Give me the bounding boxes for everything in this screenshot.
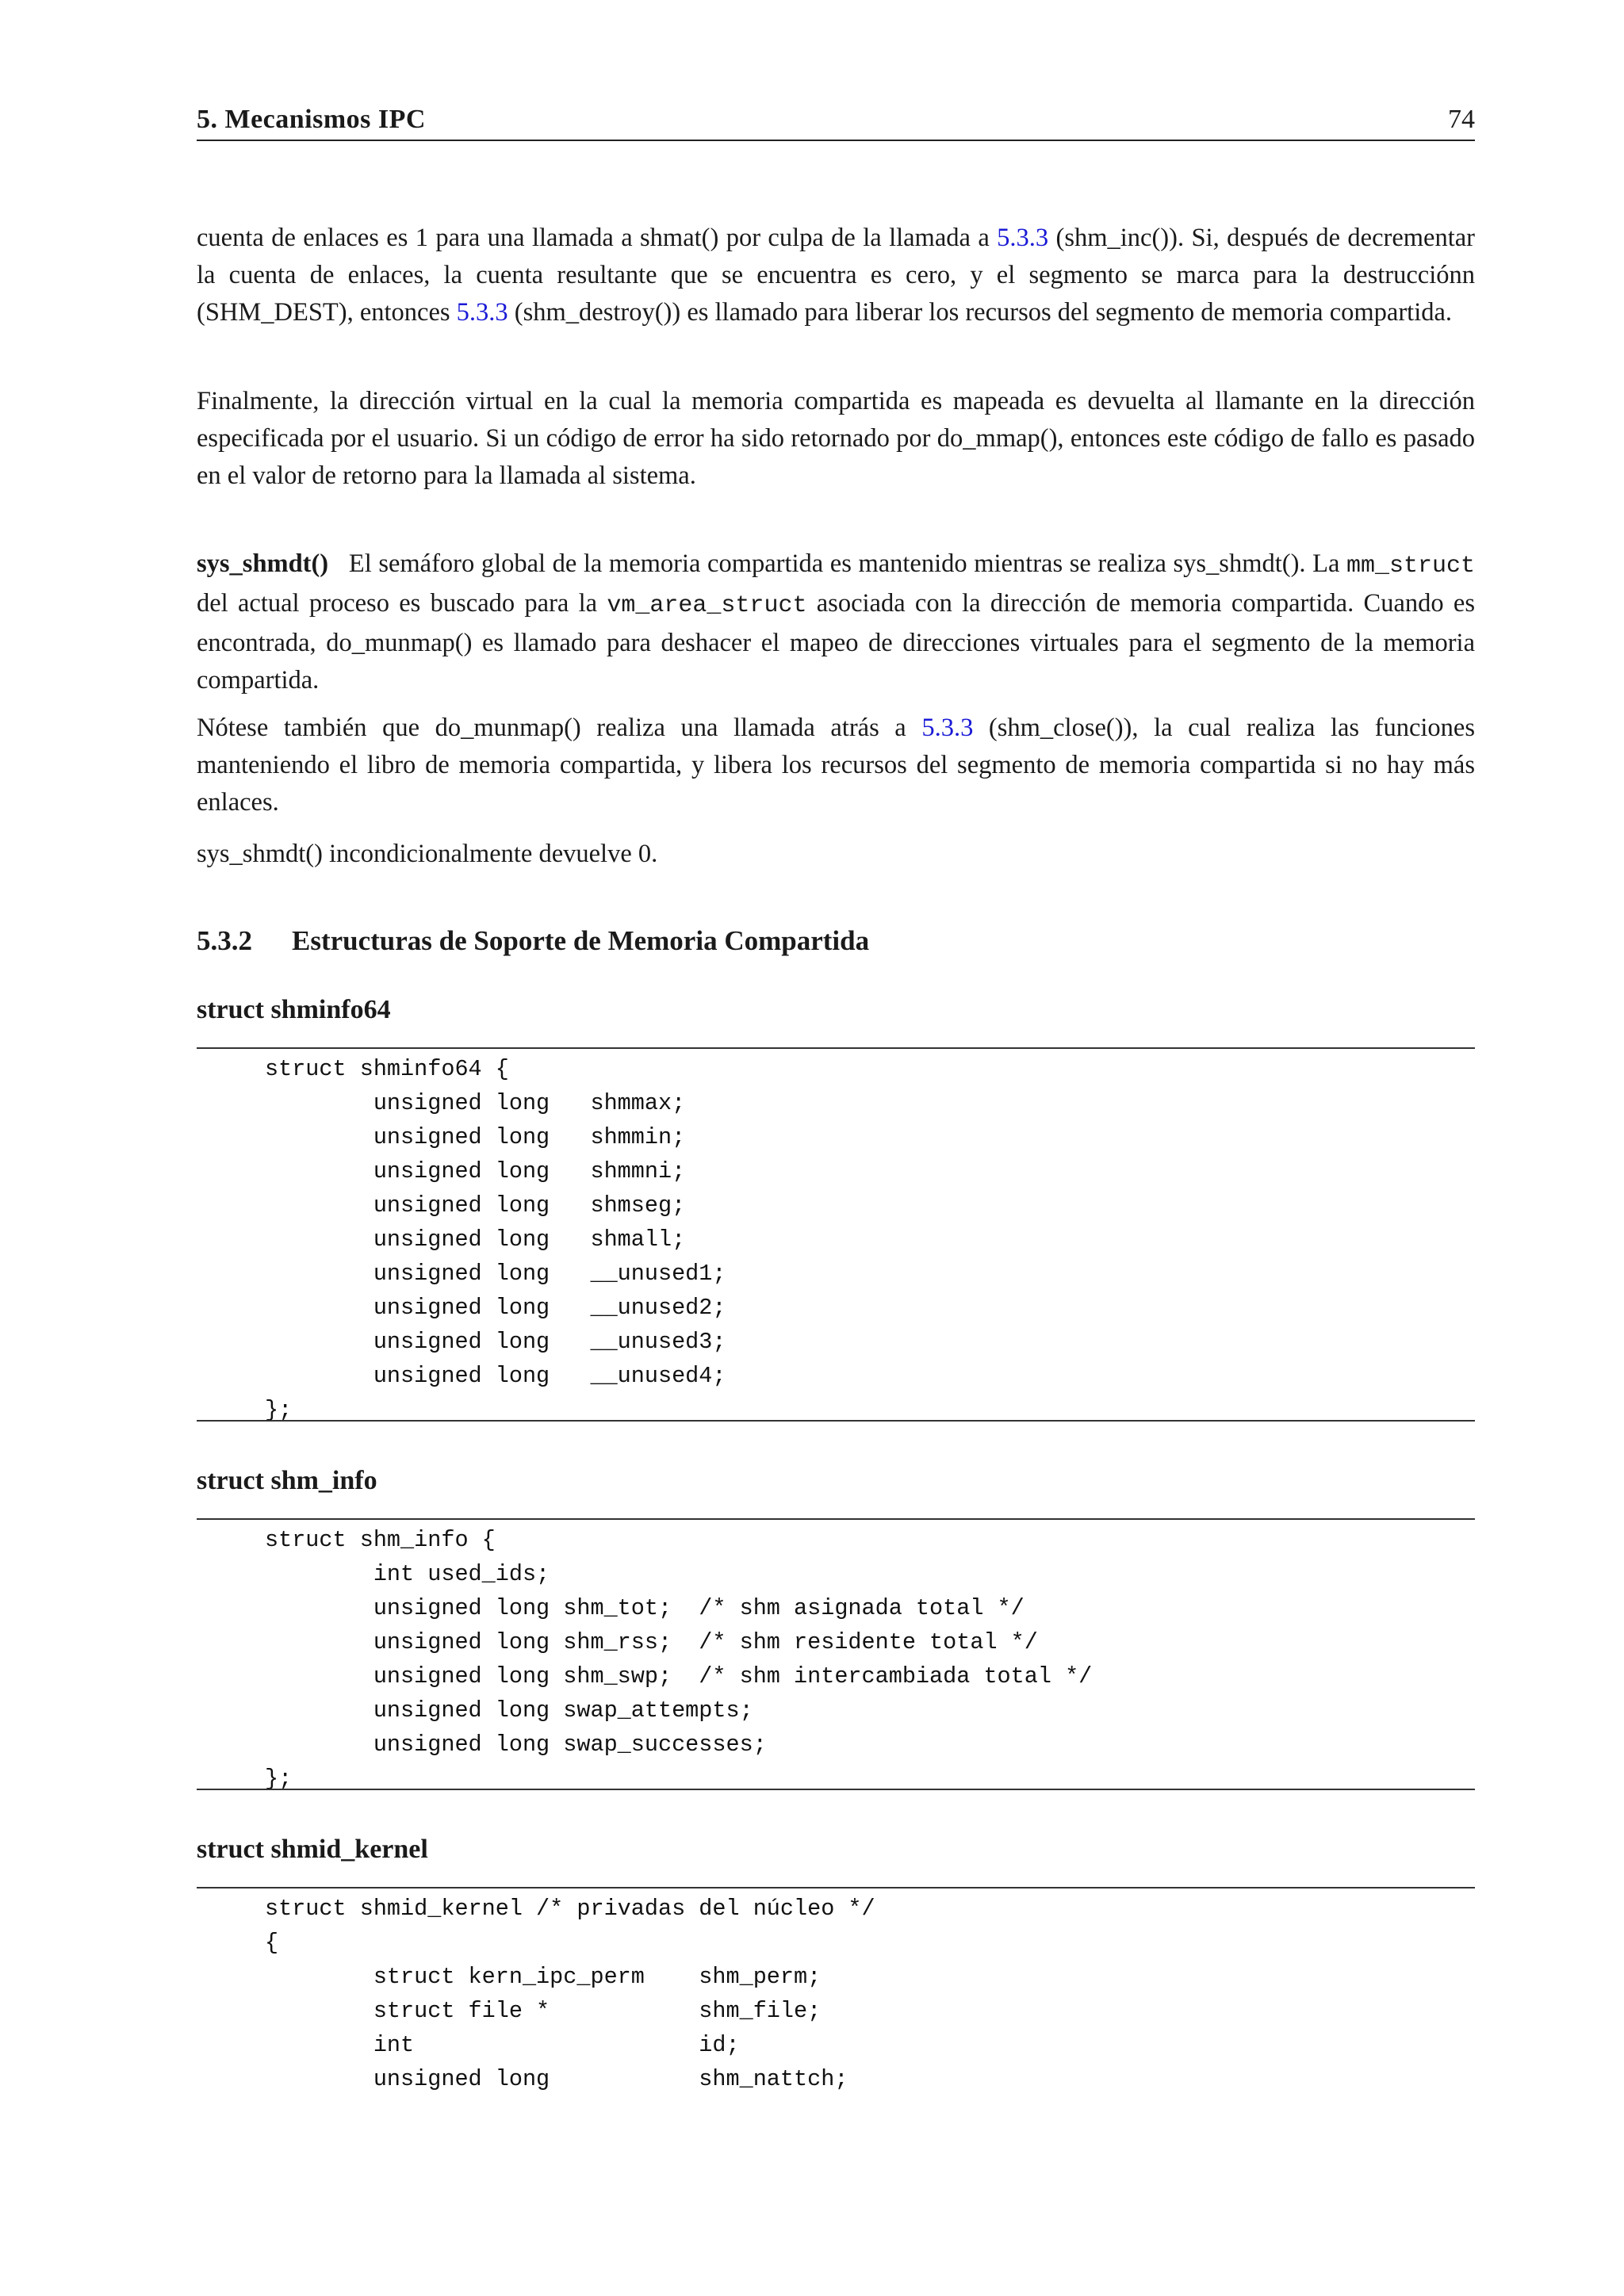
paragraph-lead-term: sys_shmdt() (197, 549, 329, 578)
running-header (197, 101, 1475, 141)
code-listing: struct shminfo64 { unsigned long shmmax; unsigned long shmmin; unsigned long shmmni; unsigned long shmseg; unsigned long shmall; unsigned long __unused1; unsigned long __unused2; unsigned long __unused3; unsigned long __unused4; }; (265, 1056, 726, 1423)
code-listing: struct shmid_kernel /* privadas del núcleo */ { struct kern_ipc_perm shm_perm; struct file * shm_file; int id; unsigned long shm_nattch; (265, 1896, 875, 2092)
paragraph-text: del actual proceso es buscado para la (197, 589, 607, 618)
paragraph-return-address: Finalmente, la dirección virtual en la cual la memoria compartida es mapeada es devuelta al llamante en la dirección especificada por el usuario. Si un código de error ha sido retornado por do_mmap(), entonces este código de fallo es pasado en el valor de retorno para la llamada al sistema. (197, 387, 1475, 490)
paragraph-text: (shm_inc()). Si, después de decrementar la cuenta de enlaces, la cuenta resultante que se encuentra es cero, y el segmento se marca para la destrucciónn (SHM_DEST), entonces (197, 224, 1475, 327)
chapter-title: 5. Mecanismos IPC (197, 105, 426, 134)
inline-code: vm_area_struct (607, 592, 807, 619)
page-number: 74 (1448, 105, 1475, 134)
code-listing: struct shm_info { int used_ids; unsigned long shm_tot; /* shm asignada total */ unsigned long shm_rss; /* shm residente total */ unsigned long shm_swp; /* shm intercambiada total */ unsigned long swap_attempts; unsigned long swap_successes; }; (265, 1527, 1093, 1792)
section-number: 5.3.2 (197, 925, 252, 956)
code-block-bottom-rule (197, 1789, 1475, 1790)
code-block-top-rule (197, 1887, 1475, 1888)
paragraph-sys-shmdt (197, 545, 1475, 699)
document-page (197, 0, 1475, 2296)
struct-heading: struct shm_info (197, 1466, 377, 1495)
code-block-bottom-rule (197, 1420, 1475, 1422)
struct-heading: struct shmid_kernel (197, 1835, 428, 1864)
struct-heading: struct shminfo64 (197, 995, 391, 1024)
cross-reference-link[interactable]: 5.3.3 (456, 298, 508, 327)
code-block-top-rule (197, 1518, 1475, 1520)
paragraph-shmat-detach (197, 220, 1475, 331)
cross-reference-link[interactable]: 5.3.3 (997, 224, 1049, 252)
paragraph-text: (shm_destroy()) es llamado para liberar los recursos del segmento de memoria compartida. (508, 298, 1453, 327)
code-block-top-rule (197, 1047, 1475, 1049)
paragraph-text: El semáforo global de la memoria compartida es mantenido mientras se realiza sys_shmdt(). La (348, 549, 1346, 578)
paragraph-text: (shm_close()), la cual realiza las funciones manteniendo el libro de memoria compartida, y libera los recursos del segmento de memoria compartida si no hay más enlaces. (197, 714, 1475, 817)
paragraph-text: asociada con la dirección de memoria compartida. Cuando es encontrada, do_munmap() es llamado para deshacer el mapeo de direcciones virtuales para el segmento de la memoria compartida. (197, 589, 1475, 695)
paragraph-return-zero: sys_shmdt() incondicionalmente devuelve 0. (197, 840, 658, 868)
paragraph-do-munmap (197, 710, 1475, 821)
section-heading (197, 925, 869, 957)
paragraph-text: cuenta de enlaces es 1 para una llamada a shmat() por culpa de la llamada a (197, 224, 998, 252)
section-title: Estructuras de Soporte de Memoria Compartida (292, 925, 870, 956)
cross-reference-link[interactable]: 5.3.3 (921, 714, 974, 742)
paragraph-text: Nótese también que do_munmap() realiza una llamada atrás a (197, 714, 922, 742)
inline-code: mm_struct (1346, 553, 1475, 580)
